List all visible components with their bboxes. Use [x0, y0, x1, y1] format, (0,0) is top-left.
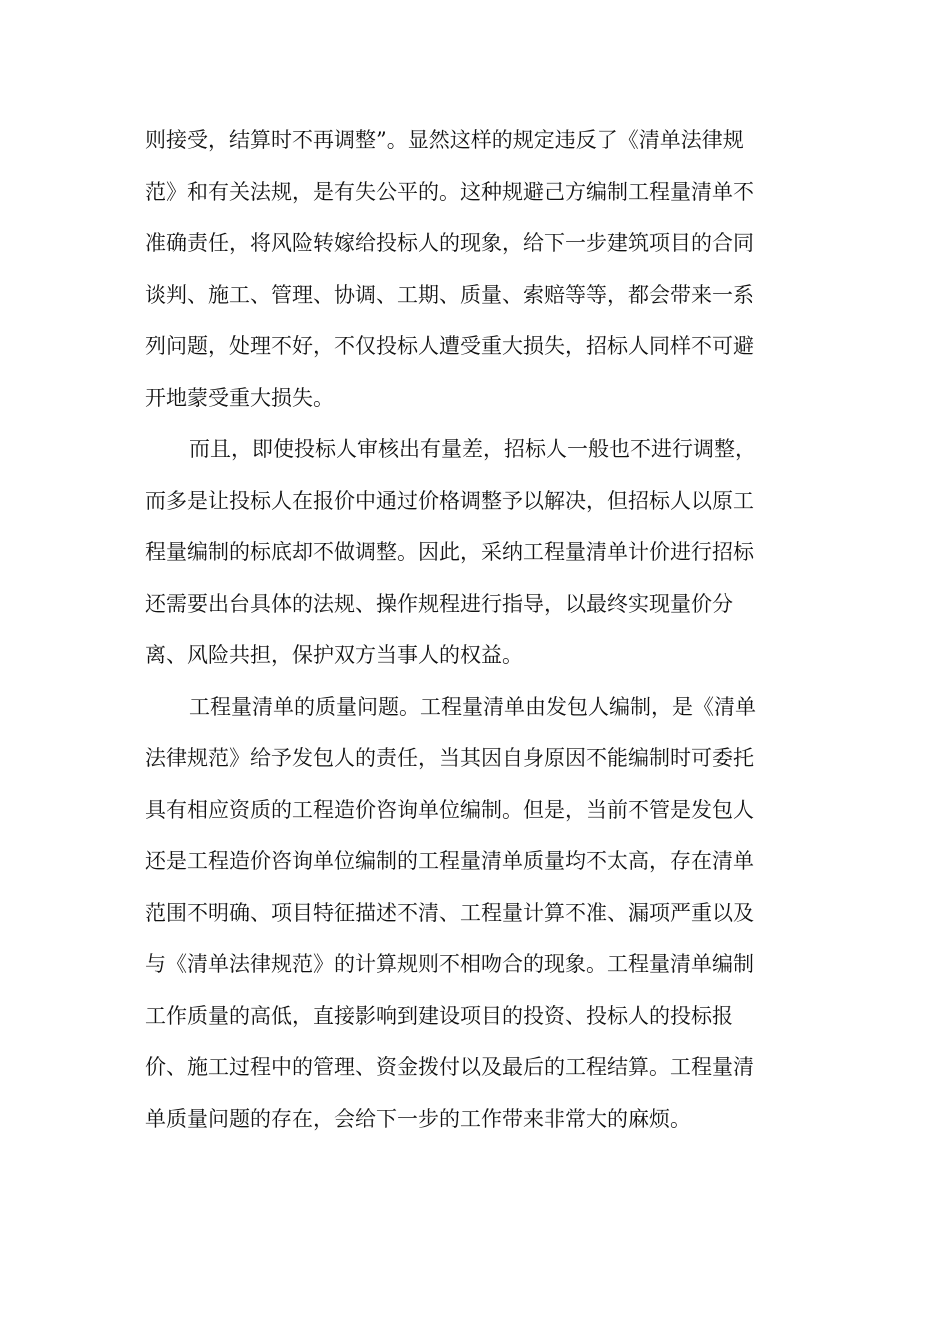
text-line: 列问题，处理不好，不仅投标人遭受重大损失，招标人同样不可避 — [145, 334, 754, 358]
text-line: 而多是让投标人在报价中通过价格调整予以解决，但招标人以原工 — [145, 488, 754, 513]
text-line: 还需要出台具体的法规、操作规程进行指导，以最终实现量价分 — [145, 591, 733, 616]
text-line: 准确责任，将风险转嫁给投标人的现象，给下一步建筑项目的合同 — [145, 231, 754, 255]
text-line: 程量编制的标底却不做调整。因此，采纳工程量清单计价进行招标 — [145, 540, 754, 564]
text-line: 具有相应资质的工程造价咨询单位编制。但是，当前不管是发包人 — [145, 797, 754, 822]
paragraph-start-line: 而且，即使投标人审核出有量差，招标人一般也不进行调整， — [189, 437, 756, 461]
text-line: 范》和有关法规，是有失公平的。这种规避己方编制工程量清单不 — [145, 179, 754, 204]
text-line: 开地蒙受重大损失。 — [145, 385, 334, 410]
text-line: 法律规范》给予发包人的责任，当其因自身原因不能编制时可委托 — [145, 746, 754, 770]
text-line: 离、风险共担，保护双方当事人的权益。 — [145, 643, 523, 667]
text-line: 单质量问题的存在，会给下一步的工作带来非常大的麻烦。 — [145, 1106, 691, 1131]
text-line: 还是工程造价咨询单位编制的工程量清单质量均不太高，存在清单 — [145, 849, 754, 873]
text-line: 价、施工过程中的管理、资金拨付以及最后的工程结算。工程量清 — [145, 1055, 754, 1079]
body-text — [145, 115, 800, 1145]
text-line: 谈判、施工、管理、协调、工期、质量、索赔等等，都会带来一系 — [145, 282, 754, 307]
paragraph-start-line: 工程量清单的质量问题。工程量清单由发包人编制，是《清单 — [189, 694, 756, 719]
text-line: 与《清单法律规范》的计算规则不相吻合的现象。工程量清单编制 — [145, 952, 754, 976]
text-line: 则接受，结算时不再调整”。显然这样的规定违反了《清单法律规 — [145, 128, 744, 152]
text-line: 工作质量的高低，直接影响到建设项目的投资、投标人的投标报 — [145, 1003, 733, 1028]
text-line: 范围不明确、项目特征描述不清、工程量计算不准、漏项严重以及 — [145, 900, 754, 925]
